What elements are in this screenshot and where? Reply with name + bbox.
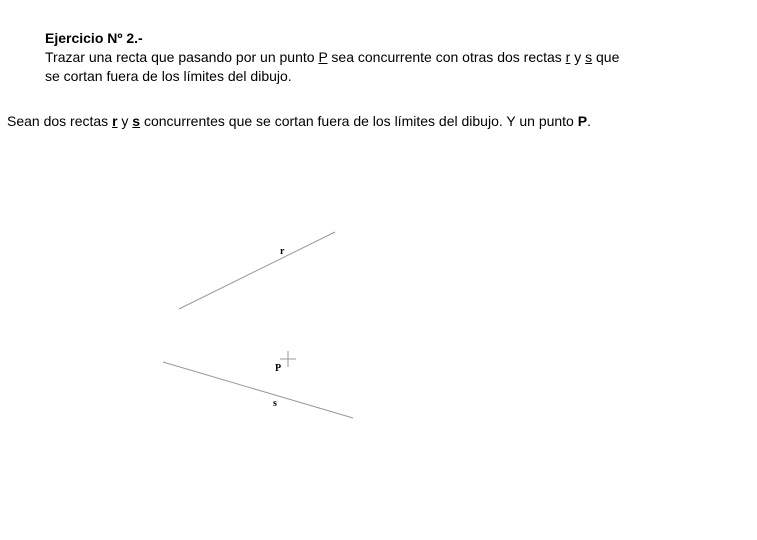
statement-text: y — [117, 113, 133, 129]
statement-line-r: r — [112, 113, 118, 129]
instruction-text: que — [592, 49, 620, 65]
label-s: s — [273, 398, 277, 409]
line-r — [179, 232, 335, 309]
statement-text: . — [587, 113, 591, 129]
label-p: P — [275, 363, 282, 374]
instruction-text: Trazar una recta que pasando por un punto — [45, 49, 319, 65]
statement-point-p: P — [577, 113, 588, 129]
instruction-point-p: P — [318, 49, 328, 65]
statement-text: concurrentes que se cortan fuera de los límites del dibujo. Y un punto — [140, 113, 578, 129]
instruction-text: sea concurrente con otras dos rectas — [327, 49, 566, 65]
line-s — [163, 362, 353, 418]
instruction-line-2: se cortan fuera de los límites del dibujo. — [45, 68, 292, 84]
statement-text: Sean dos rectas — [7, 113, 113, 129]
instruction-line-r: r — [565, 49, 571, 65]
instruction-text: y — [570, 49, 586, 65]
instruction-line-s: s — [585, 49, 593, 65]
label-r: r — [280, 246, 285, 257]
statement-line-s: s — [132, 113, 141, 129]
exercise-title: Ejercicio Nº 2.- — [45, 30, 143, 46]
